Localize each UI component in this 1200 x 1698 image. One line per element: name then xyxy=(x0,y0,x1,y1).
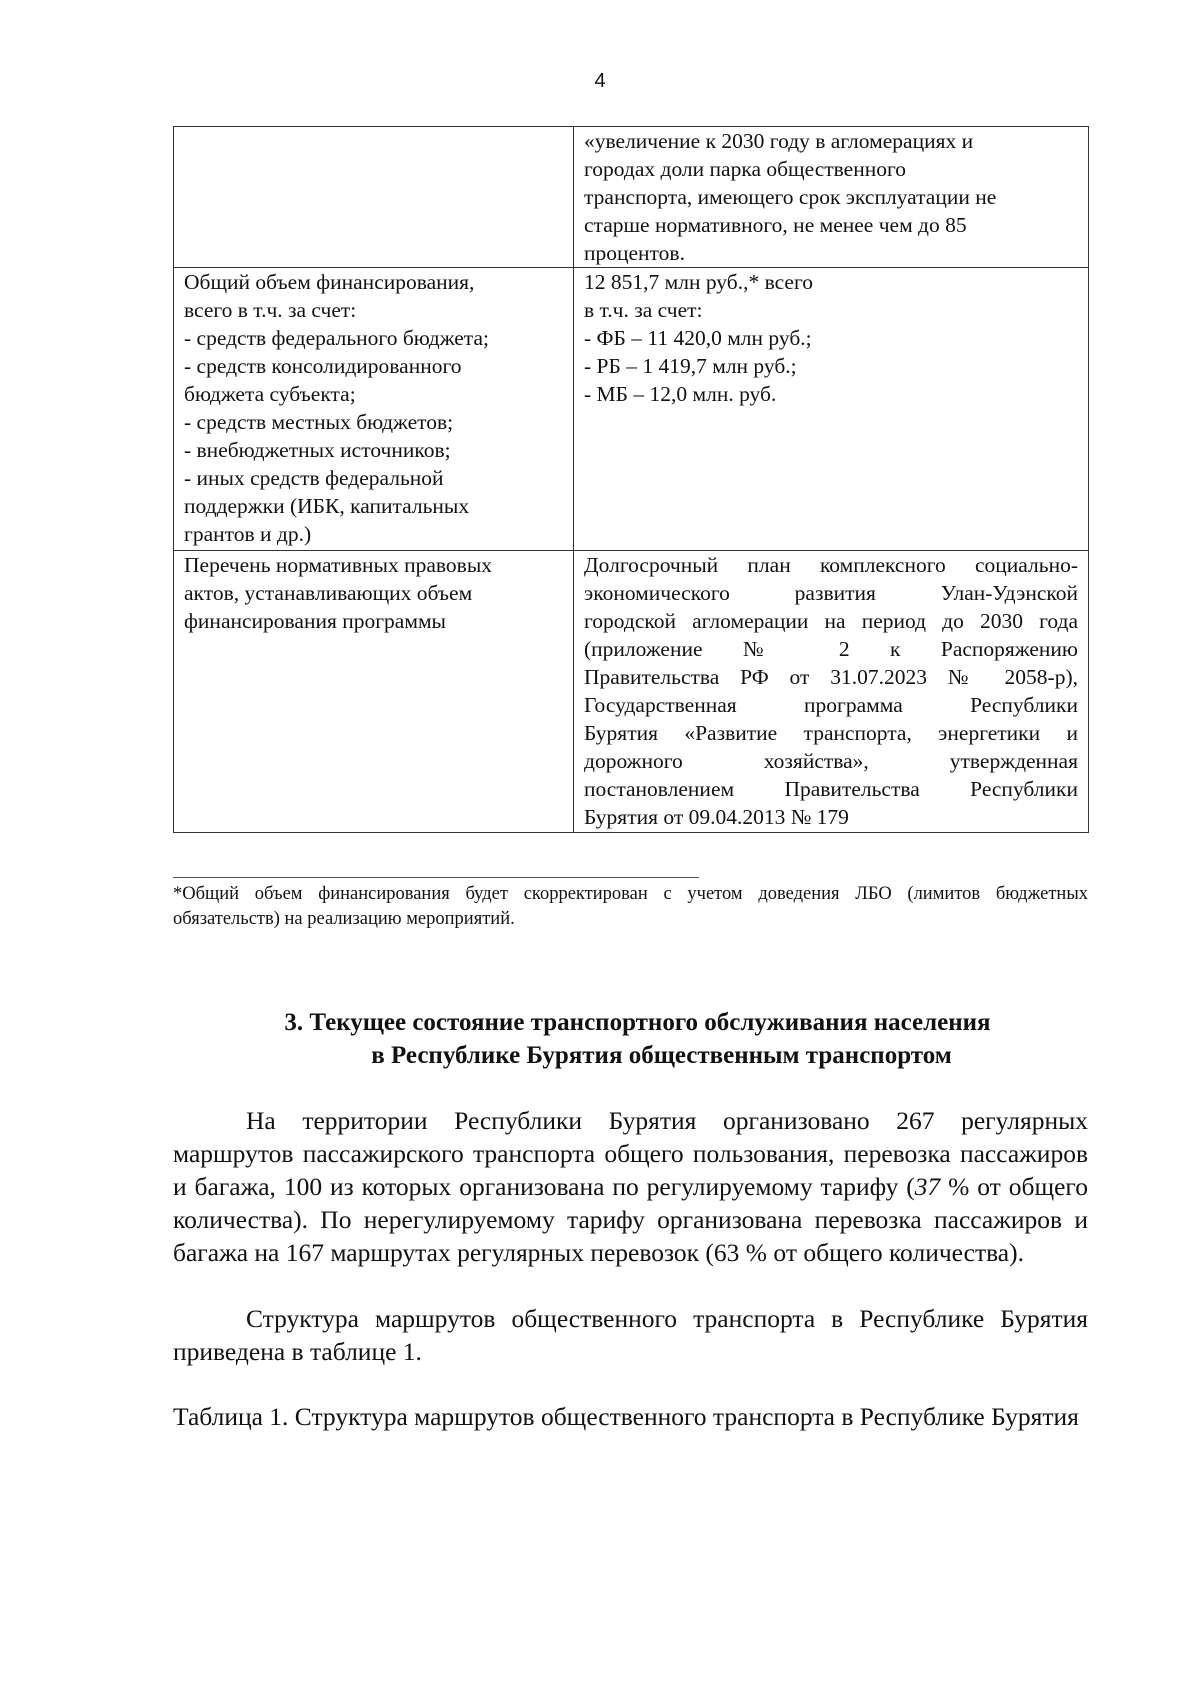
table-cell-line: в т.ч. за счет: xyxy=(584,298,703,322)
section-heading xyxy=(173,1006,1088,1072)
table-cell-line: - МБ – 12,0 млн. руб. xyxy=(584,382,777,406)
table-cell-left xyxy=(174,127,574,268)
table-cell-line: - средств местных бюджетов; xyxy=(184,410,454,434)
table-cell-line: грантов и др.) xyxy=(184,522,312,546)
table-cell-right xyxy=(574,127,1089,268)
table-cell-line: бюджета субъекта; xyxy=(184,382,356,406)
table-cell-line: - средств федерального бюджета; xyxy=(184,326,489,350)
table-cell-line: Бурятия «Развитие транспорта, энергетики и xyxy=(584,721,1078,745)
paragraph-text: % от общего количества). По нерегулируемому тарифу организована перевозка пассажиров и багажа на 167 маршрутах регулярных перевозок (63 % от общего количества). xyxy=(173,1172,1088,1267)
table-cell-left xyxy=(174,268,574,551)
table-cell-line: поддержки (ИБК, капитальных xyxy=(184,494,470,518)
table-cell-line: городской агломерации на период до 2030 года xyxy=(584,609,1078,633)
table-row xyxy=(174,551,1089,833)
table-cell-line: Государственная программа Республики xyxy=(584,693,1078,717)
footnote-divider xyxy=(173,877,699,878)
table-cell-line: - РБ – 1 419,7 млн руб.; xyxy=(584,354,797,378)
table-cell-line: дорожного хозяйства», утвержденная xyxy=(584,749,1078,773)
table-row xyxy=(174,127,1089,268)
table-cell-line: актов, устанавливающих объем xyxy=(184,581,473,605)
table-cell-line: экономического развития Улан-Удэнской xyxy=(584,581,1078,605)
table-cell-line: старше нормативного, не менее чем до 85 xyxy=(584,213,967,237)
paragraph xyxy=(173,1302,1088,1368)
table-cell-line: - средств консолидированного xyxy=(184,354,462,378)
table-cell-line: постановлением Правительства Республики xyxy=(584,777,1078,801)
table-cell-line: Правительства РФ от 31.07.2023 № 2058-р), xyxy=(584,665,1078,689)
table-cell-right xyxy=(574,268,1089,551)
paragraph-text: Структура маршрутов общественного транспорта в Республике Бурятия приведена в таблице 1. xyxy=(173,1304,1088,1366)
table-cell-line: финансирования программы xyxy=(184,609,446,633)
page-number: 4 xyxy=(594,70,606,92)
table-cell-line: (приложение № 2 к Распоряжению xyxy=(584,637,1078,661)
table-cell-line: городах доли парка общественного xyxy=(584,157,906,181)
table-cell-right xyxy=(574,551,1089,833)
table-caption: Таблица 1. Структура маршрутов общественного транспорта в Республике Бурятия xyxy=(173,1402,1079,1431)
table-cell-line: Долгосрочный план комплексного социально- xyxy=(584,553,1078,577)
paragraph-text: На территории Республики Бурятия организовано 267 регулярных маршрутов пассажирского транспорта общего пользования, перевозка пассажиров и багажа, 100 из которых организована по регулируемому тарифу ( xyxy=(173,1106,1088,1201)
table-cell-line: Общий объем финансирования, xyxy=(184,270,475,294)
section-heading-line: в Республике Бурятия общественным транспортом xyxy=(371,1042,952,1069)
section-heading-line: 3. Текущее состояние транспортного обслуживания населения xyxy=(284,1009,991,1036)
footnote: *Общий объем финансирования будет скорректирован с учетом доведения ЛБО (лимитов бюджетных обязательств) на реализацию мероприятий. xyxy=(173,884,1088,929)
table-cell-line: всего в т.ч. за счет: xyxy=(184,298,357,322)
table-cell-line: - иных средств федеральной xyxy=(184,466,444,490)
program-info-table xyxy=(173,126,1089,833)
table-cell-line: Бурятия от 09.04.2013 № 179 xyxy=(584,805,849,829)
table-cell-line: «увеличение к 2030 году в агломерациях и xyxy=(584,129,974,153)
table-cell-line: транспорта, имеющего срок эксплуатации не xyxy=(584,185,997,209)
table-row xyxy=(174,268,1089,551)
table-cell-line: процентов. xyxy=(584,241,685,265)
table-cell-left xyxy=(174,551,574,833)
table-cell-line: 12 851,7 млн руб.,* всего xyxy=(584,270,813,294)
table-cell-line: - ФБ – 11 420,0 млн руб.; xyxy=(584,326,812,350)
table-cell-line: Перечень нормативных правовых xyxy=(184,553,493,577)
paragraph xyxy=(173,1104,1088,1269)
table-cell-line: - внебюджетных источников; xyxy=(184,438,451,462)
paragraph-italic-number: 37 xyxy=(914,1172,941,1201)
